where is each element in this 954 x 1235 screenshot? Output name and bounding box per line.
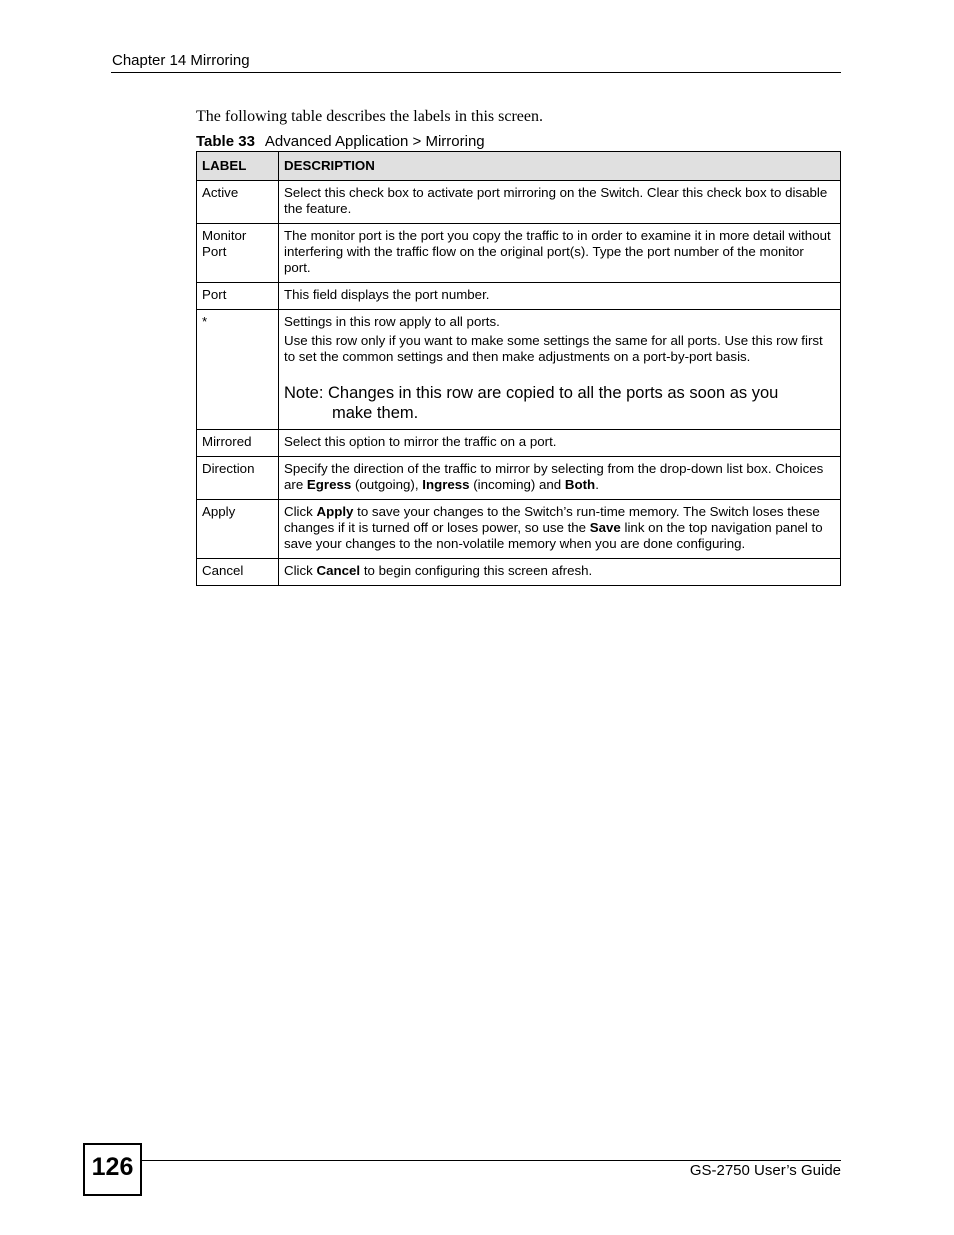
row-label: Apply [197,500,279,559]
page-number-box [83,1143,142,1196]
row-label: * [197,310,279,430]
table-row [197,283,841,310]
text-run: Click [284,563,317,578]
row-description: The monitor port is the port you copy the traffic to in order to examine it in more detail without interfering with the traffic flow on the original port(s). Type the port number of the monitor port. [279,224,841,283]
page-number: 126 [91,1153,134,1181]
table-row [197,457,841,500]
text-run: . [595,477,599,492]
footer-divider [140,1160,841,1161]
text-run: Click [284,504,317,519]
table-row [197,559,841,586]
row-description: This field displays the port number. [279,283,841,310]
table-row [197,181,841,224]
table-header-row [197,152,841,181]
row-description [279,559,841,586]
column-header-description: DESCRIPTION [279,152,841,181]
table-title: Advanced Application > Mirroring [264,133,485,150]
table-caption [196,133,485,150]
row-label: Direction [197,457,279,500]
row-description [279,310,841,430]
row-description: Select this option to mirror the traffic on a port. [279,430,841,457]
row-label: Monitor Port [197,224,279,283]
description-paragraph: Use this row only if you want to make some settings the same for all ports. Use this row first to set the common settings and then make adjustments on a port-by-port basis. [284,333,823,364]
description-paragraph: Settings in this row apply to all ports. [284,314,500,329]
row-description [279,457,841,500]
bold-term: Save [589,520,621,535]
column-header-label: LABEL [197,152,279,181]
intro-text: The following table describes the labels in this screen. [196,108,544,125]
row-label: Cancel [197,559,279,586]
text-run: to begin configuring this screen afresh. [360,563,593,578]
bold-term: Apply [316,504,354,519]
table-row [197,224,841,283]
row-description [279,500,841,559]
bold-term: Ingress [422,477,470,492]
table-number: Table 33 [196,133,255,150]
text-run: to save your changes to the Switch’s run-time memory. The Switch loses these changes if it is turned off or loses power, so use the [284,504,820,535]
note-text [284,383,834,423]
chapter-title: Chapter 14 Mirroring [112,52,250,69]
text-run: (incoming) and [469,477,565,492]
bold-term: Cancel [316,563,361,578]
text-run: Specify the direction of the traffic to mirror by selecting from the drop-down list box. Choices are [284,461,824,492]
row-description: Select this check box to activate port mirroring on the Switch. Clear this check box to disable the feature. [279,181,841,224]
text-run: (outgoing), [351,477,423,492]
row-label: Active [197,181,279,224]
guide-title: GS-2750 User’s Guide [689,1162,841,1179]
row-label: Port [197,283,279,310]
note-line: Note: Changes in this row are copied to all the ports as soon as you [284,384,779,402]
description-table [196,151,841,586]
table-row [197,310,841,430]
table-row [197,500,841,559]
text-run: link on the top navigation panel to save your changes to the non-volatile memory when you are done configuring. [284,520,823,551]
note-line: make them. [332,404,419,422]
bold-term: Both [564,477,596,492]
bold-term: Egress [306,477,352,492]
page-header [111,52,841,73]
table-row [197,430,841,457]
row-label: Mirrored [197,430,279,457]
